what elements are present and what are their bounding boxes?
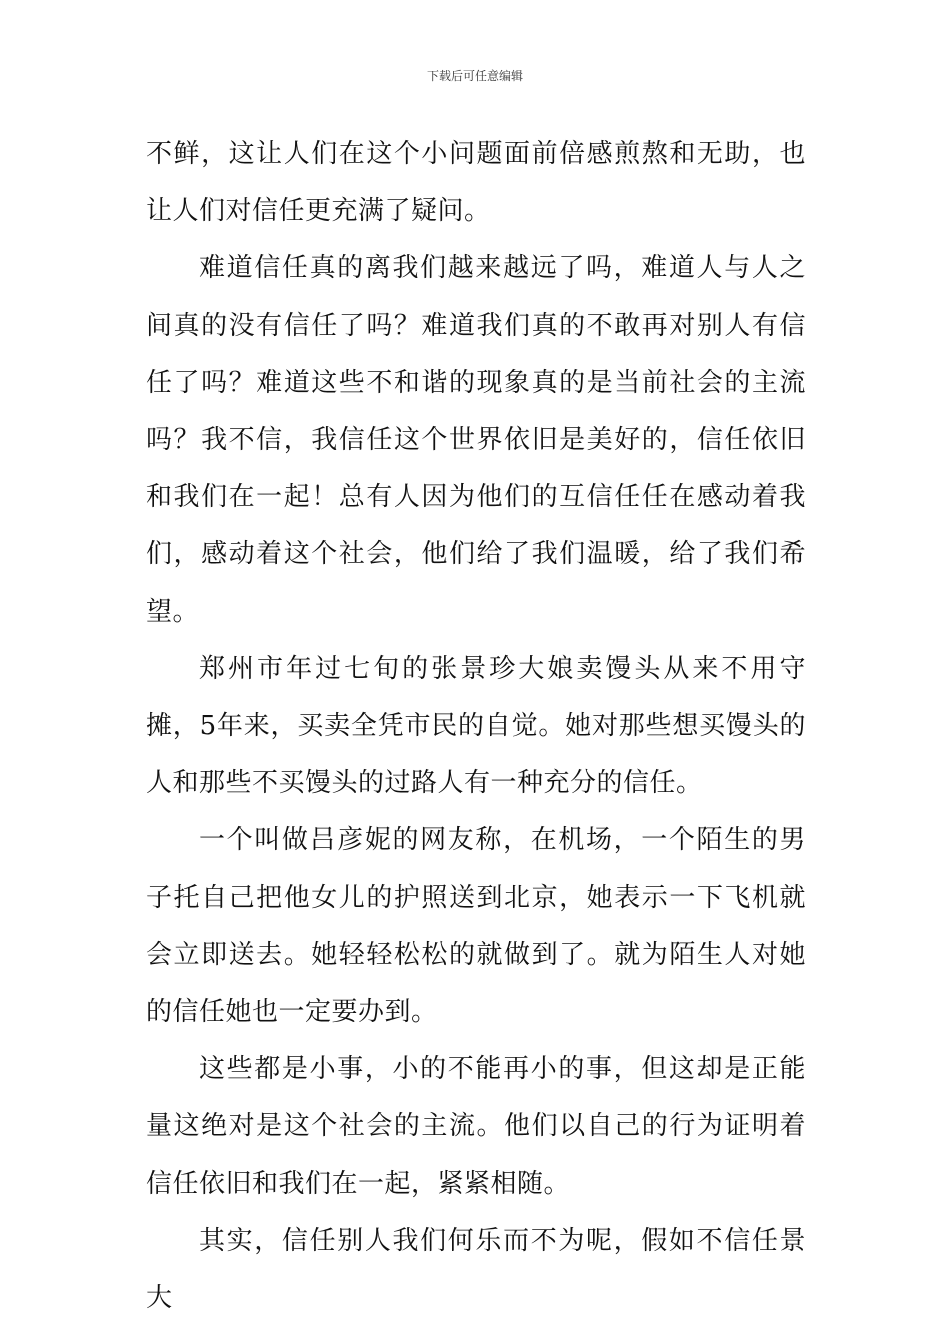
document-body — [146, 126, 806, 1327]
paragraph-6: 其实，信任别人我们何乐而不为呢，假如不信任景大 — [146, 1225, 806, 1314]
paragraph-5: 这些都是小事，小的不能再小的事，但这却是正能量这绝对是这个社会的主流。他们以自己的行为证明着信任依旧和我们在一起，紧紧相随。 — [146, 1054, 806, 1199]
paragraph-1: 不鲜，这让人们在这个小问题面前倍感煎熬和无助，也让人们对信任更充满了疑问。 — [146, 139, 806, 227]
paragraph-3: 郑州市年过七旬的张景珍大娘卖馒头从来不用守摊，5年来，买卖全凭市民的自觉。她对那些想买馒头的人和那些不买馒头的过路人有一种充分的信任。 — [146, 653, 806, 799]
paragraph-4: 一个叫做吕彦妮的网友称，在机场，一个陌生的男子托自己把他女儿的护照送到北京，她表示一下飞机就会立即送去。她轻轻松松的就做到了。就为陌生人对她的信任她也一定要办到。 — [146, 825, 806, 1028]
paragraph-2: 难道信任真的离我们越来越远了吗，难道人与人之间真的没有信任了吗？难道我们真的不敢再对别人有信任了吗？难道这些不和谐的现象真的是当前社会的主流吗？我不信，我信任这个世界依旧是美好的，信任依旧和我们在一起！总有人因为他们的互信任任在感动着我们，感动着这个社会，他们给了我们温暖，给了我们希望。 — [146, 253, 806, 627]
page-header: 下载后可任意编辑 — [426, 69, 523, 83]
